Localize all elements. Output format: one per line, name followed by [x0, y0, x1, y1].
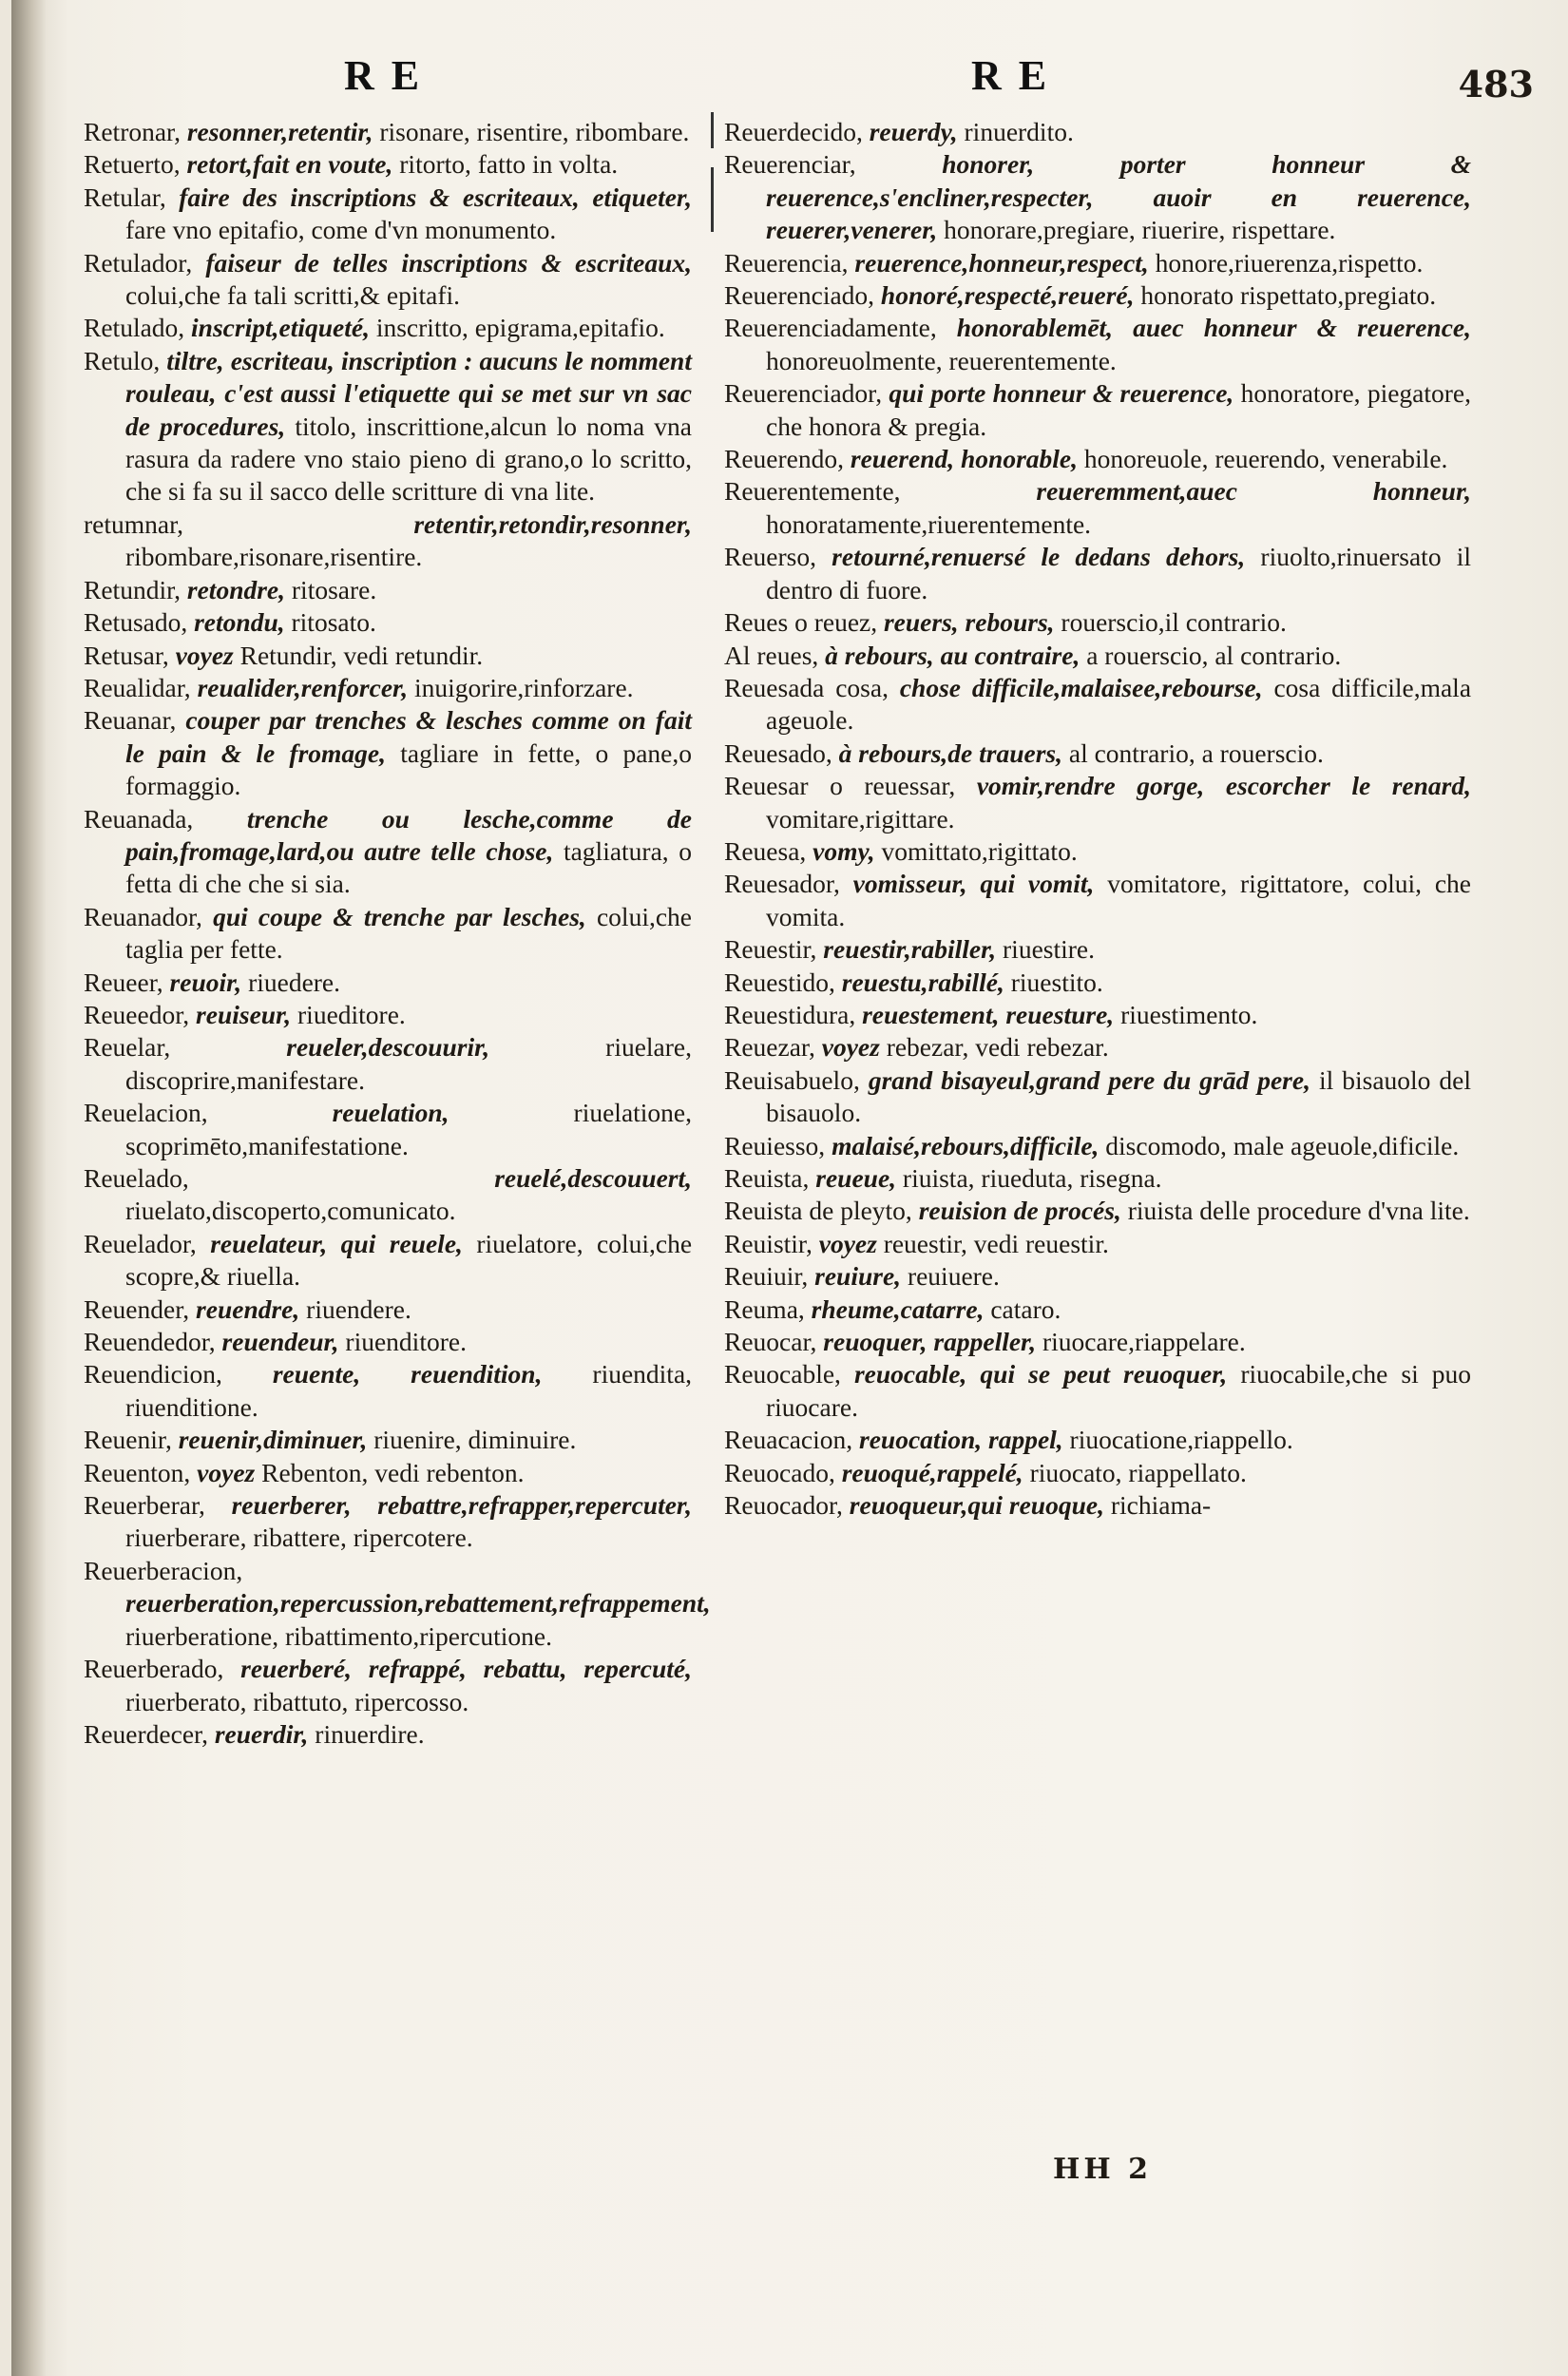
- headword: Reuma,: [724, 1293, 805, 1324]
- dictionary-entry: [84, 116, 692, 148]
- headword: Retular,: [84, 182, 166, 212]
- dictionary-entry: [724, 738, 1471, 770]
- french-gloss: reueremment,auec honneur,: [1036, 476, 1472, 507]
- italian-gloss: cosa difficile,mala ageuole.: [766, 672, 1472, 736]
- dictionary-entry: [724, 312, 1471, 377]
- italian-gloss: riuocare,riappelare.: [1042, 1327, 1246, 1357]
- italian-gloss: honorato rispettato,pregiato.: [1140, 280, 1437, 311]
- french-gloss: faire des inscriptions & escriteaux, etiqueter,: [179, 182, 692, 212]
- dictionary-entry: [84, 901, 692, 967]
- french-gloss: retondu,: [194, 607, 285, 638]
- running-header-left: RE: [344, 52, 437, 99]
- french-gloss: reualider,renforcer,: [197, 672, 409, 702]
- dictionary-entry: [724, 247, 1471, 279]
- dictionary-entry: [84, 704, 692, 802]
- headword: Reuista de pleyto,: [724, 1196, 912, 1226]
- italian-gloss: riuestimento.: [1120, 999, 1258, 1029]
- french-gloss: reuenir,diminuer,: [178, 1425, 368, 1455]
- headword: Reuestidura,: [724, 999, 856, 1029]
- italian-gloss: tagliare in fette, o pane,o formaggio.: [125, 738, 693, 801]
- headword: Reuesar o reuessar,: [724, 771, 956, 801]
- headword: Reuezar,: [724, 1032, 815, 1063]
- italian-gloss: inscritto, epigrama,epitafio.: [375, 313, 665, 343]
- italian-gloss: honore,riuerenza,rispetto.: [1155, 247, 1424, 278]
- italian-gloss: riuestire.: [1003, 934, 1095, 965]
- french-gloss: reuiseur,: [196, 999, 292, 1029]
- italian-gloss: discomodo, male ageuole,dificile.: [1105, 1130, 1460, 1160]
- left-column: [84, 116, 711, 1751]
- italian-gloss: a rouerscio, al contrario.: [1086, 640, 1342, 670]
- italian-gloss: fare vno epitafio, come d'vn monumento.: [125, 215, 557, 245]
- headword: Al reues,: [724, 640, 819, 670]
- italian-gloss: colui,che taglia per fette.: [125, 901, 692, 965]
- headword: Reuocador,: [724, 1490, 843, 1521]
- dictionary-entry: [84, 1326, 692, 1358]
- french-gloss: voyez: [818, 1228, 877, 1258]
- dictionary-entry: [84, 1718, 692, 1751]
- dictionary-entry: [84, 1358, 692, 1424]
- dictionary-entry: [84, 606, 692, 639]
- headword: Reuocado,: [724, 1457, 835, 1487]
- french-gloss: chose difficile,malaisee,rebourse,: [899, 672, 1263, 702]
- dictionary-entry: [84, 1555, 711, 1653]
- headword: Reuerenciado,: [724, 280, 875, 311]
- dictionary-entry: [724, 967, 1471, 999]
- french-gloss: reuerence,honneur,respect,: [854, 247, 1149, 278]
- dictionary-entry: [724, 1424, 1471, 1456]
- french-gloss: rheume,catarre,: [811, 1293, 985, 1324]
- page-number: 483: [1458, 63, 1534, 105]
- headword: Reuerendo,: [724, 444, 844, 474]
- headword: Reuenir,: [84, 1425, 172, 1455]
- dictionary-entry: [724, 835, 1471, 868]
- italian-gloss: ritorto, fatto in volta.: [399, 149, 619, 180]
- french-gloss: reuelé,descouuert,: [494, 1163, 692, 1193]
- dictionary-entry: [84, 1489, 692, 1555]
- italian-gloss: riuocatione,riappello.: [1069, 1425, 1293, 1455]
- french-gloss: tiltre, escriteau, inscription : aucuns le nomment rouleau, c'est aussi l'etiquette qui se met sur vn sac de procedures,: [125, 345, 692, 441]
- dictionary-entry: [724, 1358, 1471, 1424]
- dictionary-entry: [84, 999, 692, 1031]
- italian-gloss: honoratamente,riuerentemente.: [766, 508, 1092, 539]
- french-gloss: vomisseur, qui vomit,: [852, 869, 1095, 899]
- headword: Reuocable,: [724, 1359, 841, 1389]
- dictionary-entry: [724, 1293, 1471, 1326]
- dictionary-entry: [84, 1228, 692, 1293]
- dictionary-entry: [84, 508, 692, 574]
- italian-gloss: riuocato, riappellato.: [1029, 1457, 1247, 1487]
- french-gloss: reuestu,rabillé,: [841, 967, 1004, 997]
- headword: Retundir,: [84, 574, 182, 604]
- column-rule: [711, 167, 714, 232]
- french-gloss: reuerberation,repercussion,rebattement,refrappement,: [125, 1588, 711, 1619]
- italian-gloss: Retundir, vedi retundir.: [239, 640, 484, 670]
- french-gloss: reueler,descouurir,: [286, 1032, 490, 1063]
- headword: Reuestir,: [724, 934, 817, 965]
- italian-gloss: ribombare,risonare,risentire.: [125, 542, 423, 572]
- dictionary-entry: [724, 606, 1471, 639]
- italian-gloss: ritosare.: [291, 574, 377, 604]
- dictionary-entry: [724, 770, 1471, 835]
- french-gloss: reuestir,rabiller,: [823, 934, 997, 965]
- french-gloss: honoré,respecté,reueré,: [880, 280, 1135, 311]
- italian-gloss: colui,che fa tali scritti,& epitafi.: [125, 280, 461, 311]
- dictionary-entry: [724, 148, 1471, 246]
- dictionary-entry: [724, 443, 1471, 475]
- headword: Reuelacion,: [84, 1098, 208, 1128]
- french-gloss: reueue,: [815, 1163, 897, 1193]
- italian-gloss: riuelatore, colui,che scopre,& riuella.: [125, 1228, 693, 1292]
- french-gloss: reuendre,: [196, 1293, 300, 1324]
- dictionary-entry: [724, 640, 1471, 672]
- italian-gloss: cataro.: [990, 1293, 1061, 1324]
- french-gloss: reuerdir,: [214, 1718, 309, 1749]
- dictionary-entry: [724, 475, 1471, 541]
- dictionary-entry: [724, 377, 1471, 443]
- dictionary-entry: [724, 1489, 1471, 1522]
- italian-gloss: risonare, risentire, ribombare.: [379, 117, 690, 146]
- french-gloss: à rebours, au contraire,: [825, 640, 1080, 670]
- french-gloss: grand bisayeul,grand pere du grād pere,: [868, 1064, 1310, 1095]
- dictionary-entry: [724, 279, 1471, 312]
- italian-gloss: vomitare,rigittare.: [766, 803, 955, 834]
- headword: Retulado,: [84, 313, 185, 343]
- french-gloss: reuoqueur,qui reuoque,: [849, 1490, 1104, 1521]
- headword: Reuendicion,: [84, 1359, 222, 1389]
- headword: Reuesado,: [724, 738, 832, 768]
- signature-mark: HH 2: [1053, 2153, 1153, 2186]
- dictionary-entry: [724, 868, 1471, 933]
- italian-gloss: ritosato.: [291, 607, 376, 638]
- headword: Retronar,: [84, 117, 181, 146]
- dictionary-entry: [724, 999, 1471, 1031]
- french-gloss: reuoquer, rappeller,: [823, 1327, 1037, 1357]
- italian-gloss: honoreuolmente, reuerentemente.: [766, 345, 1117, 375]
- french-gloss: faiseur de telles inscriptions & escriteaux,: [205, 247, 693, 278]
- italian-gloss: riuerberatione, ribattimento,ripercutione.: [125, 1620, 552, 1651]
- dictionary-entry: [84, 672, 692, 704]
- italian-gloss: inuigorire,rinforzare.: [413, 672, 634, 702]
- french-gloss: retentir,retondir,resonner,: [413, 508, 692, 539]
- headword: Reuesa,: [724, 835, 807, 866]
- right-column: [724, 116, 1471, 1522]
- headword: Retusar,: [84, 640, 169, 670]
- italian-gloss: honoratore, piegatore, che honora & pregia.: [766, 378, 1471, 441]
- headword: Reuista,: [724, 1163, 810, 1193]
- headword: Reuenton,: [84, 1457, 191, 1487]
- italian-gloss: vomittato,rigittato.: [881, 835, 1078, 866]
- french-gloss: reuiure,: [814, 1261, 902, 1292]
- headword: Reueer,: [84, 967, 163, 997]
- french-gloss: vomy,: [813, 835, 875, 866]
- dictionary-entry: [84, 148, 692, 181]
- dictionary-entry: [84, 345, 692, 508]
- headword: Reuelado,: [84, 1163, 189, 1193]
- headword: Reuocar,: [724, 1327, 817, 1357]
- running-header-right: RE: [971, 52, 1064, 99]
- dictionary-entry: [84, 1457, 692, 1489]
- italian-gloss: il bisauolo del bisauolo.: [766, 1064, 1472, 1128]
- dictionary-entry: [84, 1097, 692, 1162]
- italian-gloss: riuelato,discoperto,comunicato.: [125, 1196, 456, 1226]
- italian-gloss: al contrario, a rouerscio.: [1068, 738, 1324, 768]
- french-gloss: resonner,retentir,: [186, 117, 373, 146]
- french-gloss: reuocation, rappel,: [859, 1425, 1063, 1455]
- french-gloss: reuision de procés,: [918, 1196, 1121, 1226]
- headword: Reuerentemente,: [724, 476, 901, 507]
- headword: Reuerdecido,: [724, 117, 863, 146]
- headword: Reuestido,: [724, 967, 835, 997]
- french-gloss: inscript,etiqueté,: [191, 313, 370, 343]
- headword: Reuerenciadamente,: [724, 313, 937, 343]
- italian-gloss: riuendita, riuenditione.: [125, 1359, 693, 1422]
- french-gloss: reuocable, qui se peut reuoquer,: [853, 1359, 1228, 1389]
- italian-gloss: riuolto,rinuersato il dentro di fuore.: [766, 542, 1472, 604]
- french-gloss: reuerdy,: [869, 117, 958, 146]
- french-gloss: couper par trenches & lesches comme on fait le pain & le fromage,: [125, 705, 692, 768]
- headword: Reuerencia,: [724, 247, 849, 278]
- dictionary-entry: [724, 1228, 1471, 1260]
- italian-gloss: riueditore.: [297, 999, 406, 1029]
- headword: Reuerdecer,: [84, 1718, 208, 1749]
- italian-gloss: riuista, riueduta, risegna.: [902, 1163, 1162, 1193]
- dictionary-entry: [724, 1031, 1471, 1063]
- binding-gutter: [11, 0, 46, 2376]
- french-gloss: reuelation,: [332, 1098, 449, 1128]
- dictionary-entry: [84, 312, 692, 344]
- dictionary-entry: [84, 1293, 692, 1326]
- french-gloss: retourné,renuersé le dedans dehors,: [832, 542, 1246, 572]
- french-gloss: reuoir,: [169, 967, 242, 997]
- french-gloss: voyez: [175, 640, 234, 670]
- dictionary-entry: [724, 1326, 1471, 1358]
- italian-gloss: riuedere.: [248, 967, 341, 997]
- french-gloss: retort,fait en voute,: [186, 149, 393, 180]
- dictionary-entry: [84, 967, 692, 999]
- headword: Reuerenciador,: [724, 378, 883, 409]
- headword: Reuerberar,: [84, 1490, 205, 1521]
- headword: Reuiesso,: [724, 1130, 826, 1160]
- headword: Reuerberacion,: [84, 1555, 243, 1585]
- french-gloss: reuerberer, rebattre,refrapper,repercuter,: [231, 1490, 692, 1521]
- italian-gloss: riuelare, discoprire,manifestare.: [125, 1032, 692, 1095]
- dictionary-entry: [84, 247, 692, 313]
- italian-gloss: riuenire, diminuire.: [373, 1425, 577, 1455]
- italian-gloss: riuista delle procedure d'vna lite.: [1127, 1196, 1470, 1226]
- italian-gloss: vomitatore, rigittatore, colui, che vomita.: [766, 869, 1471, 931]
- headword: retumnar,: [84, 508, 184, 539]
- italian-gloss: rebezar, vedi rebezar.: [886, 1032, 1109, 1063]
- dictionary-entry: [724, 1260, 1471, 1293]
- headword: Reuanar,: [84, 705, 177, 736]
- french-gloss: voyez: [821, 1032, 880, 1063]
- headword: Reues o reuez,: [724, 607, 878, 638]
- italian-gloss: reuiuere.: [907, 1261, 1000, 1292]
- dictionary-entry: [724, 1457, 1471, 1489]
- french-gloss: vomir,rendre gorge, escorcher le renard,: [976, 771, 1472, 801]
- french-gloss: trenche ou lesche,comme de pain,fromage,lard,ou autre telle chose,: [125, 803, 693, 866]
- french-gloss: honorablemēt, auec honneur & reuerence,: [956, 313, 1471, 343]
- french-gloss: reuers, rebours,: [883, 607, 1055, 638]
- headword: Reuistir,: [724, 1228, 813, 1258]
- headword: Reuanador,: [84, 901, 202, 931]
- dictionary-entry: [84, 1031, 692, 1097]
- dictionary-entry: [724, 1195, 1471, 1227]
- dictionary-entry: [84, 182, 692, 247]
- headword: Reuerberado,: [84, 1654, 224, 1684]
- french-gloss: reuendeur,: [221, 1327, 339, 1357]
- italian-gloss: rinuerdire.: [315, 1718, 425, 1749]
- headword: Retulador,: [84, 247, 193, 278]
- italian-gloss: titolo, inscrittione,alcun lo noma vna rasura da radere vno staio pieno di grano,o lo scritto, che si fa su il sacco delle scritture di vna lite.: [125, 411, 692, 507]
- french-gloss: reuelateur, qui reuele,: [210, 1228, 463, 1258]
- headword: Reuerso,: [724, 542, 816, 572]
- italian-gloss: honoreuole, reuerendo, venerabile.: [1083, 444, 1448, 474]
- italian-gloss: riuestito.: [1010, 967, 1103, 997]
- italian-gloss: tagliatura, o fetta di che che si sia.: [125, 835, 692, 899]
- dictionary-entry: [84, 1653, 692, 1718]
- italian-gloss: reuestir, vedi reuestir.: [883, 1228, 1109, 1258]
- headword: Reuelar,: [84, 1032, 171, 1063]
- headword: Retuerto,: [84, 149, 181, 180]
- headword: Reueedor,: [84, 999, 190, 1029]
- italian-gloss: honorare,pregiare, riuerire, rispettare.: [944, 215, 1336, 245]
- dictionary-entry: [724, 116, 1471, 148]
- dictionary-entry: [84, 1424, 692, 1456]
- dictionary-entry: [724, 1162, 1471, 1195]
- headword: Reuendedor,: [84, 1327, 216, 1357]
- headword: Reuesada cosa,: [724, 672, 889, 702]
- italian-gloss: rouerscio,il contrario.: [1061, 607, 1287, 638]
- french-gloss: reuerend, honorable,: [850, 444, 1078, 474]
- dictionary-entry: [724, 1064, 1471, 1130]
- italian-gloss: riuocabile,che si puo riuocare.: [766, 1359, 1472, 1422]
- headword: Reuacacion,: [724, 1425, 853, 1455]
- headword: Reuisabuelo,: [724, 1064, 860, 1095]
- headword: Retusado,: [84, 607, 188, 638]
- italian-gloss: riuendere.: [306, 1293, 411, 1324]
- italian-gloss: riuelatione, scoprimēto,manifestatione.: [125, 1098, 693, 1160]
- french-gloss: malaisé,rebours,difficile,: [832, 1130, 1100, 1160]
- dictionary-entry: [84, 640, 692, 672]
- italian-gloss: riuerberare, ribattere, ripercotere.: [125, 1523, 473, 1553]
- dictionary-entry: [724, 1130, 1471, 1162]
- dictionary-entry: [84, 803, 692, 901]
- italian-gloss: Rebenton, vedi rebenton.: [261, 1457, 525, 1487]
- dictionary-entry: [84, 1162, 692, 1228]
- french-gloss: voyez: [197, 1457, 256, 1487]
- headword: Reuelador,: [84, 1228, 197, 1258]
- italian-gloss: richiama-: [1110, 1490, 1212, 1521]
- french-gloss: qui coupe & trenche par lesches,: [213, 901, 586, 931]
- dictionary-entry: [724, 541, 1471, 606]
- headword: Reuiuir,: [724, 1261, 809, 1292]
- french-gloss: à rebours,de trauers,: [838, 738, 1062, 768]
- headword: Retulo,: [84, 345, 161, 375]
- french-gloss: honorer, porter honneur & reuerence,s'encliner,respecter, auoir en reuerence, reuerer,venerer,: [766, 149, 1472, 245]
- dictionary-entry: [724, 672, 1471, 738]
- french-gloss: reuente, reuendition,: [272, 1359, 543, 1389]
- dictionary-entry: [84, 574, 692, 606]
- headword: Reuerenciar,: [724, 149, 856, 180]
- italian-gloss: riuerberato, ribattuto, ripercosso.: [125, 1686, 469, 1716]
- french-gloss: reuerberé, refrappé, rebattu, repercuté,: [240, 1654, 693, 1684]
- headword: Reualidar,: [84, 672, 191, 702]
- italian-gloss: riuenditore.: [345, 1327, 467, 1357]
- italian-gloss: rinuerdito.: [964, 117, 1074, 146]
- column-rule: [711, 112, 714, 148]
- french-gloss: reuoqué,rappelé,: [841, 1457, 1023, 1487]
- headword: Reuesador,: [724, 869, 840, 899]
- french-gloss: retondre,: [186, 574, 286, 604]
- headword: Reuender,: [84, 1293, 190, 1324]
- french-gloss: qui porte honneur & reuerence,: [889, 378, 1234, 409]
- headword: Reuanada,: [84, 803, 194, 834]
- dictionary-entry: [724, 933, 1471, 966]
- french-gloss: reuestement, reuesture,: [862, 999, 1115, 1029]
